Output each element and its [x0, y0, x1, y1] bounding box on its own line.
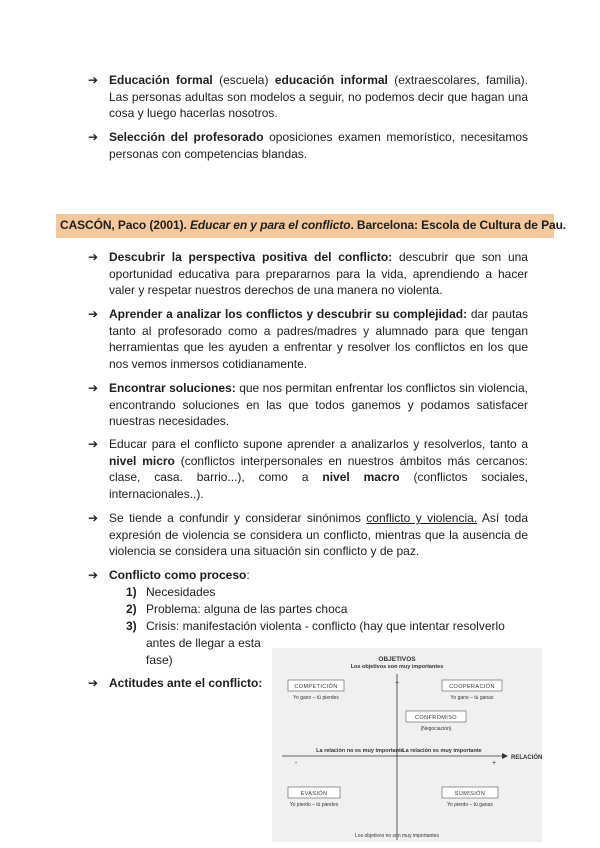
text-span: (extraescolares, familia). Las personas adultas son modelos a seguir, no podemos decir que hagan una cosa y luego hacerlas nosotros. [109, 73, 528, 120]
objectives-low-label: Los objetivos no son muy importantes [355, 833, 439, 839]
objectives-title: OBJETIVOS [378, 656, 416, 663]
axis-plus: + [394, 680, 400, 687]
evasion-sub: Yo pierdo – tú pierdes [289, 802, 339, 808]
bold-term: educación informal [274, 73, 388, 87]
text-span: (conflictos interpersonales en nuestros ámbitos más cercanos: clase, casa. barrio...), como a [109, 453, 528, 484]
bullet-text [109, 675, 269, 692]
cooperation-label: COOPERACIÓN [449, 684, 495, 690]
text-span: (escuela) [212, 73, 275, 87]
step-number: 3) [126, 619, 137, 633]
relation-axis-title: RELACIÓN [511, 755, 542, 761]
axis-arrow-icon [502, 753, 508, 759]
intro-bullet-2-text [109, 129, 528, 162]
underlined-term: conflicto y violencia. [366, 511, 478, 525]
compromise-label: CONFROMISO [415, 715, 457, 721]
competition-sub: Yo gano – tú pierdes [293, 695, 339, 701]
arrow-icon: ➔ [88, 307, 99, 321]
bullet-text [109, 380, 528, 430]
bold-term: Educación formal [109, 73, 213, 87]
arrow-icon: ➔ [88, 130, 99, 144]
reference-banner [56, 214, 567, 238]
arrow-icon: ➔ [88, 511, 99, 525]
step-text-line2: antes de llegar a esta [146, 636, 261, 650]
text-span: (conflictos sociales, internacionales..). [109, 470, 529, 501]
axis-plus-right: + [491, 760, 497, 767]
intro-bullet-1-text [109, 72, 528, 122]
bold-term: Selección del profesorado [109, 130, 264, 144]
compromise-sub: (Negociación) [420, 726, 452, 732]
submission-label: SUMISIÓN [454, 791, 486, 797]
bold-term: Descubrir la perspectiva positiva del conflicto: [109, 250, 393, 264]
arrow-icon: ➔ [88, 73, 99, 87]
reference-author: CASCÓN, Paco (2001). [60, 218, 190, 232]
text-span: Se tiende a confundir y considerar sinónimos [109, 511, 367, 525]
step-text: Crisis: manifestación violenta - conflicto (hay que intentar resolverlo [146, 619, 505, 633]
bold-term: nivel macro [322, 470, 400, 484]
bold-term: Conflicto como proceso [109, 568, 247, 582]
axis-minus: - [294, 760, 298, 767]
text-span: que nos permitan enfrentar los conflictos sin violencia, encontrando soluciones en las que todos ganemos y podamos satisfacer nuestras necesidades. [109, 381, 528, 428]
text-span: Educar para el conflicto supone aprender a analizarlos y resolverlos, tanto a [109, 437, 528, 451]
attitudes-diagram [272, 648, 542, 842]
reference-title: Educar en y para el conflicto [189, 218, 351, 232]
step-text: Necesidades [146, 585, 216, 599]
bold-term: Actitudes ante el conflicto: [109, 676, 263, 690]
text-span: : [246, 568, 250, 582]
step-number: 1) [126, 585, 137, 599]
text-span: descubrir que son una oportunidad educativa para prepararnos para la vida, aprendiendo a hacer valer y respetar nuestros derechos de una manera no violenta. [109, 250, 528, 297]
text-span: oposiciones examen memorístico, necesitamos personas con competencias blandas. [109, 130, 528, 161]
step-text: Problema: alguna de las partes choca [146, 602, 348, 616]
objectives-subtitle: Los objetivos son muy importantes [350, 664, 444, 670]
step-text-line3: fase) [146, 653, 173, 667]
step-number: 2) [126, 602, 137, 616]
arrow-icon: ➔ [88, 568, 99, 582]
bullet-text [109, 510, 528, 560]
bullet-text [109, 306, 528, 372]
arrow-icon: ➔ [88, 676, 99, 690]
bold-term: nivel micro [109, 453, 175, 468]
evasion-label: EVASIÓN [300, 791, 328, 797]
competition-label: COMPETICIÓN [294, 684, 338, 690]
bold-term: Aprender a analizar los conflictos y descubrir su complejidad: [109, 307, 468, 321]
cooperation-sub: Yo gano – tú ganas [450, 695, 494, 701]
bullet-text [109, 567, 528, 584]
attitudes-diagram-svg [272, 648, 542, 842]
arrow-icon: ➔ [88, 250, 99, 264]
bold-term: Encontrar soluciones: [109, 381, 236, 395]
relation-low-label: La relación no es muy importante [316, 748, 404, 754]
reference-text [60, 218, 566, 232]
text-span: dar pautas tanto al profesorado como a padres/madres y alumnado para que tengan herramientas que les ayuden a enfrentar y resolver los conflictos en los que nos vemos inmersos cotidianamente. [109, 307, 529, 371]
reference-publisher: . Barcelona: Escola de Cultura de Pau. [350, 218, 567, 232]
bullet-text [109, 249, 528, 299]
arrow-icon: ➔ [88, 437, 99, 451]
submission-sub: Yo pierdo – tú ganas [447, 802, 493, 808]
text-span: Así toda expresión de violencia se considera un conflicto, mientras que la ausencia de violencia se considera una situación sin conflicto y de paz. [109, 511, 528, 558]
arrow-icon: ➔ [88, 381, 99, 395]
relation-high-label: La relación es muy importante [402, 748, 482, 754]
bullet-text [109, 436, 528, 502]
